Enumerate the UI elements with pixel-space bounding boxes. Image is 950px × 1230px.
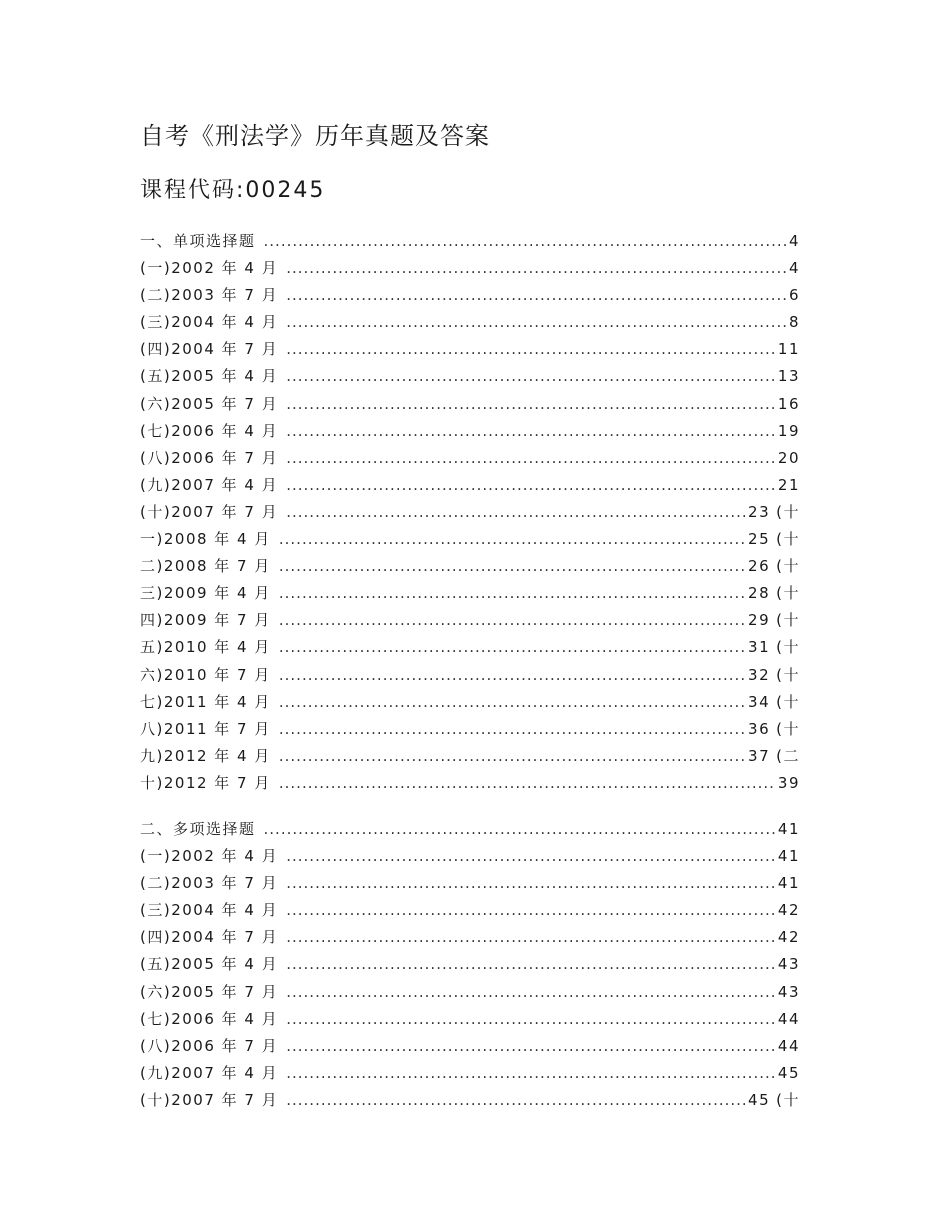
toc-entry[interactable]: [140, 718, 800, 745]
document-title: 自考《刑法学》历年真题及答案: [140, 122, 490, 150]
toc-entry[interactable]: [140, 953, 800, 980]
toc-leader-dots: [279, 666, 745, 684]
toc-page-number: 28: [748, 584, 771, 603]
toc-section: [140, 818, 800, 1116]
toc-entry-label: 三)2009 年 4 月: [140, 584, 271, 603]
toc-entry-label: 七)2011 年 4 月: [140, 692, 271, 711]
toc-leader-dots: [286, 874, 775, 892]
toc-leader-dots: [279, 720, 745, 738]
toc-page-number: 41: [777, 847, 800, 866]
toc-entry-label: (一)2002 年 4 月: [140, 847, 279, 866]
toc-page-number: 44: [777, 1009, 800, 1028]
toc-page-number: 45: [748, 1090, 771, 1109]
toc-entry-label: 五)2010 年 4 月: [140, 638, 271, 657]
toc-page-number: 41: [777, 874, 800, 893]
toc-leader-dots: [286, 983, 775, 1001]
toc-entry-label: (九)2007 年 4 月: [140, 1063, 279, 1082]
toc-leader-dots: [286, 928, 775, 946]
toc-leader-dots: [286, 286, 786, 304]
toc-entry[interactable]: [140, 691, 800, 718]
toc-leader-dots: [279, 530, 745, 548]
toc-page-number: 11: [777, 340, 800, 359]
toc-entry-label: (八)2006 年 7 月: [140, 1036, 279, 1055]
toc-entry[interactable]: [140, 845, 800, 872]
toc-entry[interactable]: [140, 365, 800, 392]
toc-entry-label: (三)2004 年 4 月: [140, 313, 279, 332]
toc-wrapped-label-start: (十: [776, 557, 800, 576]
toc-page-number: 13: [777, 367, 800, 386]
toc-entry[interactable]: [140, 528, 800, 555]
toc-leader-dots: [279, 638, 745, 656]
toc-wrapped-label-start: (十: [776, 1090, 800, 1109]
toc-wrapped-label-start: (十: [776, 719, 800, 738]
toc-wrapped-label-start: (二: [776, 746, 800, 765]
toc-leader-dots: [279, 557, 745, 575]
toc-entry-label: (十)2007 年 7 月: [140, 1090, 279, 1109]
toc-entry[interactable]: [140, 393, 800, 420]
toc-leader-dots: [279, 611, 745, 629]
toc-entry[interactable]: [140, 609, 800, 636]
toc-entry[interactable]: [140, 664, 800, 691]
toc-page-number: 43: [777, 982, 800, 1001]
toc-section-heading[interactable]: [140, 818, 800, 845]
toc-leader-dots: [286, 367, 775, 385]
toc-page-number: 45: [777, 1063, 800, 1082]
toc-entry-label: 九)2012 年 4 月: [140, 746, 271, 765]
toc-entry-label: (四)2004 年 7 月: [140, 340, 279, 359]
toc-wrapped-label-start: (十: [776, 584, 800, 603]
toc-wrapped-label-start: (十: [776, 502, 800, 521]
toc-entry[interactable]: [140, 284, 800, 311]
document-page: [140, 118, 800, 1135]
toc-entry-label: (五)2005 年 4 月: [140, 367, 279, 386]
toc-leader-dots: [286, 1037, 775, 1055]
toc-page-number: 34: [748, 692, 771, 711]
toc-page-number: 32: [748, 665, 771, 684]
toc-entry-label: 一)2008 年 4 月: [140, 530, 271, 549]
toc-page-number: 19: [777, 421, 800, 440]
toc-page-number: 31: [748, 638, 771, 657]
table-of-contents: [140, 230, 800, 1116]
toc-leader-dots: [286, 1010, 775, 1028]
toc-leader-dots: [286, 1064, 775, 1082]
toc-wrapped-label-start: (十: [776, 692, 800, 711]
toc-page-number: 42: [777, 901, 800, 920]
toc-wrapped-label-start: (十: [776, 611, 800, 630]
toc-entry-label: 八)2011 年 7 月: [140, 719, 271, 738]
toc-page-number: 36: [748, 719, 771, 738]
toc-entry-label: (五)2005 年 4 月: [140, 955, 279, 974]
toc-entry-label: (七)2006 年 4 月: [140, 421, 279, 440]
toc-leader-dots: [286, 259, 786, 277]
toc-entry-label: (六)2005 年 7 月: [140, 394, 279, 413]
toc-leader-dots: [286, 955, 775, 973]
toc-page-number: 29: [748, 611, 771, 630]
toc-page-number: 23: [748, 502, 771, 521]
toc-entry[interactable]: [140, 745, 800, 772]
toc-wrapped-label-start: (十: [776, 530, 800, 549]
toc-page-number: 20: [777, 448, 800, 467]
toc-page-number: 8: [788, 313, 800, 332]
toc-entry-label: 一、单项选择题: [140, 232, 256, 250]
toc-entry-label: (四)2004 年 7 月: [140, 928, 279, 947]
toc-page-number: 4: [788, 259, 800, 278]
toc-entry-label: (九)2007 年 4 月: [140, 475, 279, 494]
toc-entry[interactable]: [140, 772, 800, 799]
toc-entry[interactable]: [140, 582, 800, 609]
toc-entry[interactable]: [140, 899, 800, 926]
toc-leader-dots: [279, 774, 775, 792]
toc-entry[interactable]: [140, 474, 800, 501]
toc-leader-dots: [286, 503, 745, 521]
toc-entry-label: (十)2007 年 7 月: [140, 502, 279, 521]
toc-leader-dots: [286, 476, 775, 494]
toc-page-number: 41: [777, 819, 800, 838]
toc-page-number: 37: [748, 746, 771, 765]
toc-entry[interactable]: [140, 257, 800, 284]
toc-page-number: 4: [788, 232, 800, 250]
toc-entry-label: 十)2012 年 7 月: [140, 773, 271, 792]
toc-entry[interactable]: [140, 981, 800, 1008]
toc-leader-dots: [286, 1091, 745, 1109]
toc-entry-label: (二)2003 年 7 月: [140, 286, 279, 305]
toc-entry[interactable]: [140, 420, 800, 447]
toc-leader-dots: [286, 422, 775, 440]
toc-entry[interactable]: [140, 447, 800, 474]
toc-leader-dots: [264, 820, 775, 838]
toc-page-number: 26: [748, 557, 771, 576]
toc-entry-label: 二)2008 年 7 月: [140, 557, 271, 576]
toc-page-number: 43: [777, 955, 800, 974]
toc-section-heading[interactable]: [140, 230, 800, 257]
toc-entry[interactable]: [140, 555, 800, 582]
toc-leader-dots: [279, 693, 745, 711]
toc-leader-dots: [279, 747, 745, 765]
toc-entry[interactable]: [140, 926, 800, 953]
toc-entry-label: 四)2009 年 7 月: [140, 611, 271, 630]
toc-entry[interactable]: [140, 1089, 800, 1116]
toc-page-number: 39: [777, 773, 800, 792]
toc-entry-label: (六)2005 年 7 月: [140, 982, 279, 1001]
toc-leader-dots: [264, 232, 786, 250]
toc-leader-dots: [286, 340, 775, 358]
toc-entry-label: (七)2006 年 4 月: [140, 1009, 279, 1028]
toc-entry-label: 六)2010 年 7 月: [140, 665, 271, 684]
toc-wrapped-label-start: (十: [776, 638, 800, 657]
toc-entry-label: (八)2006 年 7 月: [140, 448, 279, 467]
toc-page-number: 16: [777, 394, 800, 413]
toc-entry[interactable]: [140, 1035, 800, 1062]
toc-entry[interactable]: [140, 501, 800, 528]
toc-leader-dots: [286, 395, 775, 413]
toc-page-number: 6: [788, 286, 800, 305]
toc-entry[interactable]: [140, 1062, 800, 1089]
toc-entry-label: (二)2003 年 7 月: [140, 874, 279, 893]
toc-entry[interactable]: [140, 872, 800, 899]
toc-entry-label: (三)2004 年 4 月: [140, 901, 279, 920]
toc-page-number: 44: [777, 1036, 800, 1055]
toc-wrapped-label-start: (十: [776, 665, 800, 684]
toc-entry[interactable]: [140, 311, 800, 338]
toc-section: [140, 230, 800, 799]
toc-page-number: 42: [777, 928, 800, 947]
toc-page-number: 21: [777, 475, 800, 494]
toc-leader-dots: [286, 449, 775, 467]
toc-entry[interactable]: [140, 338, 800, 365]
toc-entry-label: 二、多项选择题: [140, 819, 256, 838]
toc-leader-dots: [286, 901, 775, 919]
toc-leader-dots: [279, 584, 745, 602]
toc-leader-dots: [286, 313, 786, 331]
toc-leader-dots: [286, 847, 775, 865]
toc-entry[interactable]: [140, 636, 800, 663]
toc-entry-label: (一)2002 年 4 月: [140, 259, 279, 278]
course-code: 课程代码:00245: [140, 178, 326, 203]
toc-entry[interactable]: [140, 1008, 800, 1035]
toc-page-number: 25: [748, 530, 771, 549]
